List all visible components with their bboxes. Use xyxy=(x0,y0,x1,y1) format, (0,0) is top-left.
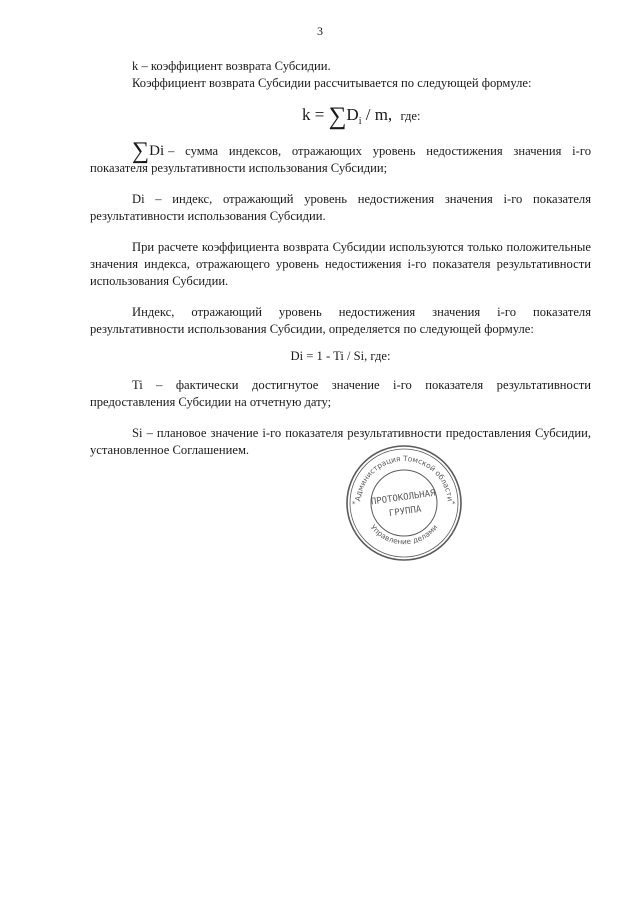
sigma-symbol: ∑ xyxy=(328,103,347,130)
stamp-star-left: * xyxy=(352,500,356,508)
sum-sigma-symbol: ∑ xyxy=(132,138,150,164)
document-body xyxy=(90,58,591,459)
k-formula xyxy=(90,102,591,135)
sum-definition xyxy=(90,138,591,177)
di-definition: Di – индекс, отражающий уровень недостижения значения i-го показателя результативности использования Субсидии. xyxy=(90,192,591,223)
ti-definition: Ti – фактически достигнутое значение i-го показателя результативности предоставления Субсидии на отчетную дату; xyxy=(90,378,591,409)
di-formula: Di = 1 - Ti / Si, где: xyxy=(290,349,391,363)
stamp-outer-top-text: Администрация Томской области xyxy=(353,453,455,502)
k-formula-d: D xyxy=(346,105,359,124)
di-formula-intro: Индекс, отражающий уровень недостижения значения i-го показателя результативности использования Субсидии, определяется по следующей формуле: xyxy=(90,305,591,336)
page-number: 3 xyxy=(317,24,323,38)
sum-di-symbol: Di xyxy=(149,143,165,159)
stamp-star-right: * xyxy=(452,500,456,508)
k-formula-intro: Коэффициент возврата Субсидии рассчитывается по следующей формуле: xyxy=(132,76,532,90)
official-stamp xyxy=(344,443,464,563)
k-formula-rest: / m, xyxy=(365,105,393,124)
k-definition: k – коэффициент возврата Субсидии. xyxy=(132,59,331,73)
stamp-line-1: ПРОТОКОЛЬНАЯ xyxy=(370,488,437,508)
stamp-outer-bottom-text: Управление делами xyxy=(368,522,440,547)
k-formula-subscript: i xyxy=(358,116,362,127)
k-formula-where: где: xyxy=(400,109,421,123)
stamp-line-2: ГРУППА xyxy=(388,504,423,520)
k-formula-lhs: k = xyxy=(302,105,325,124)
si-definition: Si – плановое значение i-го показателя результативности предоставления Субсидии, установленное Соглашением. xyxy=(90,426,591,457)
sum-definition-text: – сумма индексов, отражающих уровень недостижения значения i-го показателя результативности использования Субсидии; xyxy=(90,144,591,175)
positive-values-paragraph: При расчете коэффициента возврата Субсидии используются только положительные значения индекса, отражающего уровень недостижения i-го показателя результативности использования Субсидии. xyxy=(90,240,591,288)
